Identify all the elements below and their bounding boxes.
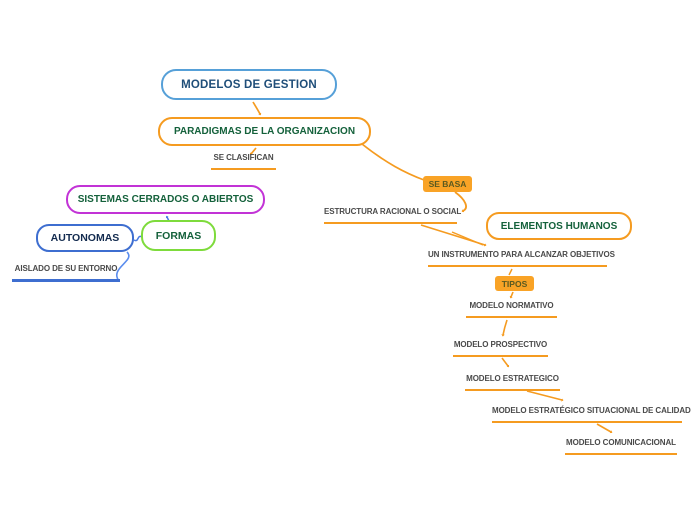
- node-tipos[interactable]: [495, 276, 534, 291]
- node-instrumento-alcanzar-objetivos[interactable]: UN INSTRUMENTO PARA ALCANZAR OBJETIVOS: [428, 250, 607, 267]
- connector-estructura-instrumento: [421, 225, 485, 245]
- node-label: ELEMENTOS HUMANOS: [500, 220, 618, 232]
- node-modelo-comunicacional[interactable]: MODELO COMUNICACIONAL: [565, 438, 677, 455]
- connector-estrategico-situacional: [527, 391, 562, 400]
- connector-modelos-paradigmas: [253, 102, 260, 114]
- connector-situacional-comunicacional: [597, 424, 611, 432]
- node-estructura-racional-social[interactable]: ESTRUCTURA RACIONAL O SOCIAL: [324, 207, 457, 224]
- node-sistemas-cerrados-abiertos[interactable]: [66, 185, 265, 214]
- node-label: SISTEMAS CERRADOS O ABIERTOS: [77, 194, 254, 205]
- connector-instrumento-tipos: [509, 269, 512, 275]
- connector-tipos-normativo: [511, 292, 513, 297]
- node-label: FORMAS: [155, 229, 202, 242]
- node-modelo-estrategico[interactable]: MODELO ESTRATEGICO: [465, 374, 560, 391]
- node-modelo-normativo[interactable]: MODELO NORMATIVO: [466, 301, 557, 318]
- node-aislado-de-su-entorno[interactable]: AISLADO DE SU ENTORNO: [12, 264, 120, 282]
- node-modelo-estrategico-situacional[interactable]: MODELO ESTRATÉGICO SITUACIONAL DE CALIDAD: [492, 406, 682, 423]
- node-se-basa[interactable]: [423, 176, 472, 192]
- node-modelos-de-gestion[interactable]: [161, 69, 337, 100]
- node-label: SE BASA: [428, 179, 467, 189]
- connector-normativo-prospectivo: [503, 320, 507, 335]
- node-elementos-humanos[interactable]: [486, 212, 632, 240]
- node-modelo-prospectivo[interactable]: MODELO PROSPECTIVO: [453, 340, 548, 357]
- node-label: PARADIGMAS DE LA ORGANIZACION: [173, 126, 356, 137]
- node-label: TIPOS: [501, 278, 528, 289]
- connector-estructura-instrumento-taper: [452, 232, 483, 245]
- node-label: AUTONOMAS: [50, 232, 120, 244]
- node-label: MODELOS DE GESTION: [181, 78, 317, 91]
- node-formas[interactable]: [141, 220, 216, 251]
- node-autonomas[interactable]: [36, 224, 134, 252]
- connector-paradigmas-sebasa: [362, 144, 424, 180]
- node-paradigmas-organizacion[interactable]: [158, 117, 371, 146]
- connector-prospectivo-estrategico: [502, 358, 508, 366]
- node-se-clasifican[interactable]: SE CLASIFICAN: [211, 153, 276, 170]
